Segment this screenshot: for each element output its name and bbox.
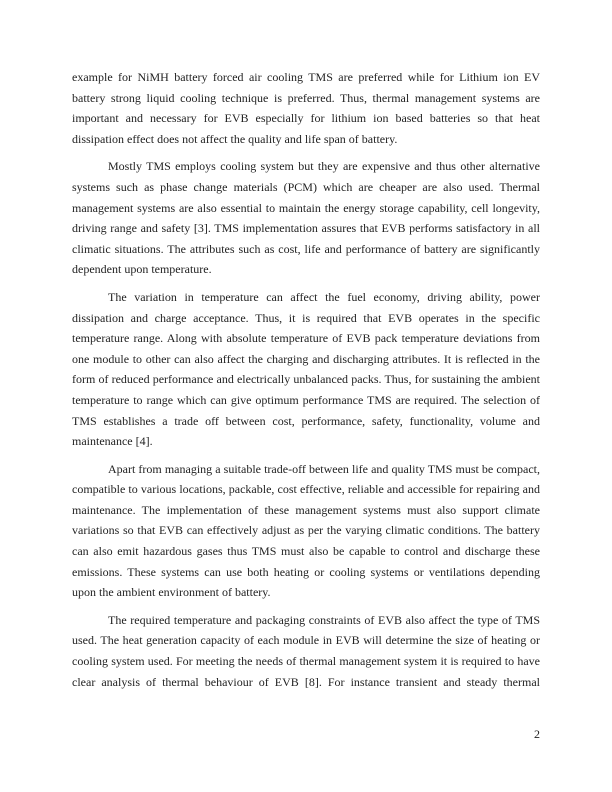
text-line: maintenance [4]. xyxy=(72,434,153,449)
text-line: clear analysis of thermal behaviour of EVB [8]. For instance transient and steady thermal xyxy=(72,674,540,689)
text-line: important and necessary for EVB especially for lithium ion based batteries so that heat xyxy=(72,111,540,126)
text-line: variations so that EVB can effectively adjust as per the varying climatic conditions. The battery xyxy=(72,523,540,538)
text-line: temperature range. Along with absolute temperature of EVB pack temperature deviations from xyxy=(72,331,540,346)
text-line: one module to other can also affect the charging and discharging attributes. It is reflected in the xyxy=(72,351,540,366)
text-line: dependent upon temperature. xyxy=(72,262,212,277)
text-line: TMS establishes a trade off between cost, performance, safety, functionality, volume and xyxy=(72,413,540,428)
page-number: 2 xyxy=(534,727,540,741)
paragraph xyxy=(72,67,540,149)
text-line: temperature to range which can give optimum performance TMS are required. The selection of xyxy=(72,392,540,407)
text-line: The variation in temperature can affect the fuel economy, driving ability, power xyxy=(108,289,540,304)
body-text xyxy=(72,67,540,699)
text-line: maintenance. The implementation of these management systems must also support climate xyxy=(72,502,540,517)
text-line: Mostly TMS employs cooling system but they are expensive and thus other alternative xyxy=(108,159,540,174)
text-line: climatic situations. The attributes such as cost, life and performance of battery are significantly xyxy=(72,241,540,256)
text-line: compatible to various locations, packable, cost effective, reliable and accessible for repairing and xyxy=(72,482,540,497)
text-line: dissipation and charge acceptance. Thus, it is required that EVB operates in the specific xyxy=(72,310,540,325)
paragraph xyxy=(72,459,540,603)
text-line: battery strong liquid cooling technique is preferred. Thus, thermal management systems are xyxy=(72,90,540,105)
text-line: used. The heat generation capacity of each module in EVB will determine the size of heating or xyxy=(72,633,540,648)
text-line: driving range and safety [3]. TMS implementation assures that EVB performs satisfactory in all xyxy=(72,221,540,236)
text-line: Apart from managing a suitable trade-off between life and quality TMS must be compact, xyxy=(108,461,540,476)
text-line: systems such as phase change materials (PCM) which are cheaper are also used. Thermal xyxy=(72,179,540,194)
paragraph xyxy=(72,610,540,692)
text-line: The required temperature and packaging constraints of EVB also affect the type of TMS xyxy=(108,612,540,627)
text-line: form of reduced performance and electrically unbalanced packs. Thus, for sustaining the ambient xyxy=(72,372,540,387)
text-line: can also emit hazardous gases thus TMS must also be capable to control and discharge these xyxy=(72,544,540,559)
text-line: dissipation effect does not affect the quality and life span of battery. xyxy=(72,131,398,146)
text-line: management systems are also essential to maintain the energy storage capability, cell longevity, xyxy=(72,200,540,215)
text-line: example for NiMH battery forced air cooling TMS are preferred while for Lithium ion EV xyxy=(72,70,540,84)
text-line: upon the ambient environment of battery. xyxy=(72,585,271,600)
paragraph xyxy=(72,156,540,280)
text-line: cooling system used. For meeting the needs of thermal management system it is required to have xyxy=(72,654,540,669)
text-line: emissions. These systems can use both heating or cooling systems or ventilations depending xyxy=(72,564,540,579)
paragraph xyxy=(72,287,540,452)
